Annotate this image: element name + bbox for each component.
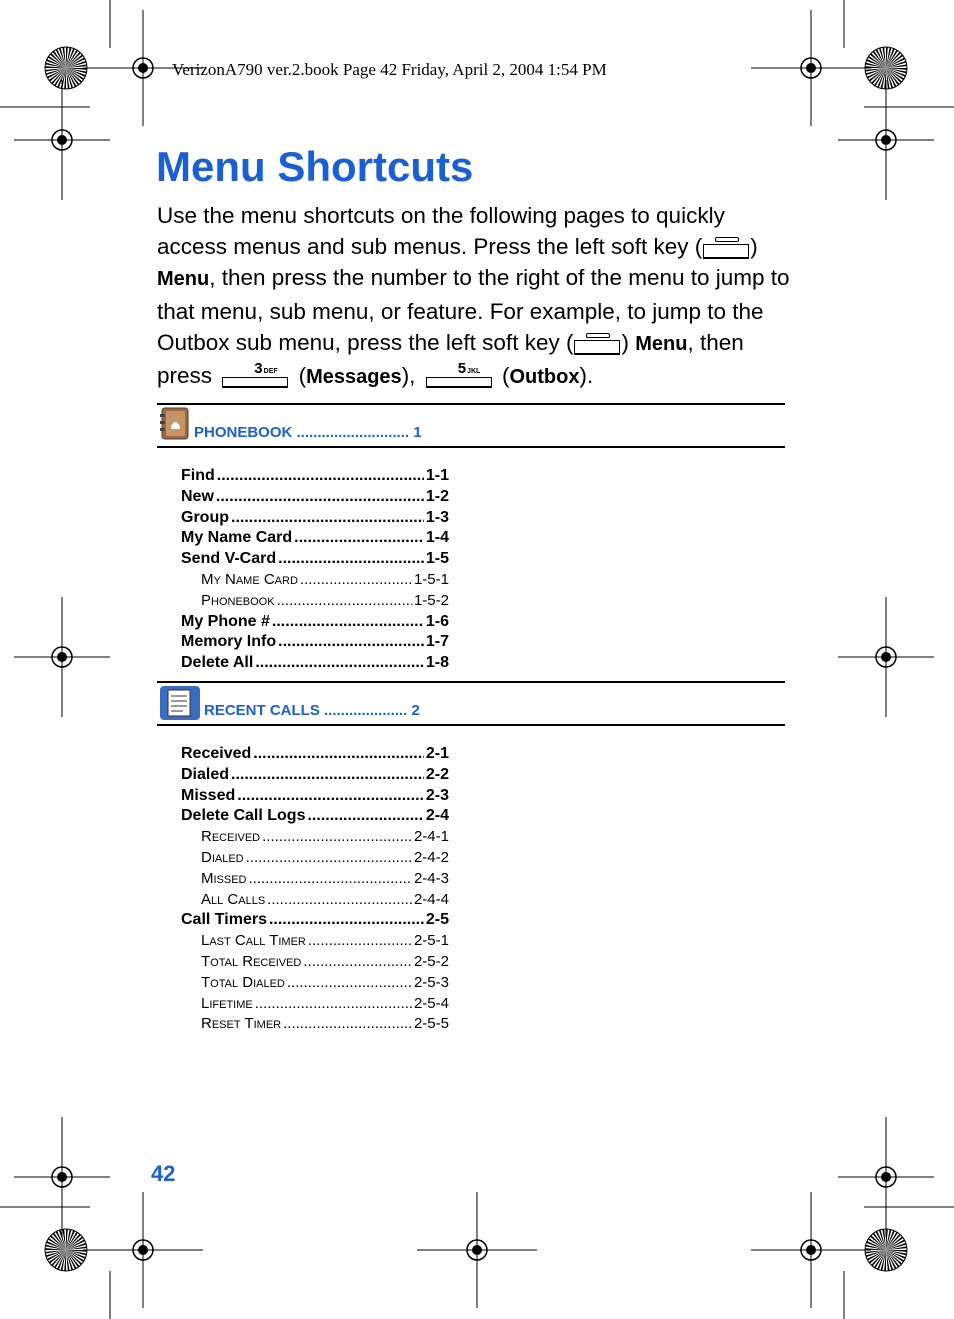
toc-list-phonebook: [181, 467, 449, 675]
outbox-label: Outbox: [509, 366, 580, 389]
star-target-mark: [45, 47, 87, 89]
registration-mark: [14, 597, 110, 717]
menu-label: Menu: [157, 268, 210, 291]
toc-subentry: Missed ..... 2-4-3: [181, 870, 449, 891]
toc-entry: Send V-Card ..... 1-5: [181, 550, 449, 571]
left-soft-key-icon: [703, 236, 749, 260]
registration-mark: [751, 10, 871, 126]
registration-mark: [838, 80, 934, 200]
toc-subentry: Total Dialed ..... 2-5-3: [181, 974, 449, 995]
intro-paragraph: Use the menu shortcuts on the following pages to quickly access menus and sub menus. Press the left soft key ( ) Menu, then press the number to the right of the menu to jump to that menu, sub menu, or feature. For example, to jump to the Outbox sub menu, press the left soft key ( ) Menu, then press 3DEF (Messages), 5JKL (Outbox).: [157, 200, 797, 393]
toc-entry: Delete Call Logs ..... 2-4: [181, 807, 449, 828]
toc-subentry: Lifetime ..... 2-5-4: [181, 995, 449, 1016]
toc-subentry: Dialed ..... 2-4-2: [181, 849, 449, 870]
toc-entry: Missed ..... 2-3: [181, 787, 449, 808]
key-3-icon: 3DEF: [222, 364, 288, 390]
toc-subentry: Last Call Timer ..... 2-5-1: [181, 932, 449, 953]
registration-mark: [751, 1192, 871, 1308]
recent-calls-icon: [159, 685, 201, 721]
print-header: VerizonA790 ver.2.book Page 42 Friday, April 2, 2004 1:54 PM: [172, 60, 607, 79]
toc-entry: Group ..... 1-3: [181, 509, 449, 530]
toc-entry: Find ..... 1-1: [181, 467, 449, 488]
registration-mark: [838, 1117, 934, 1237]
section-title: PHONEBOOK ........................... 1: [194, 424, 422, 441]
star-target-mark: [45, 1229, 87, 1271]
page-title: Menu Shortcuts: [156, 143, 474, 190]
section-header-recent-calls: [157, 681, 785, 726]
toc-entry: My Phone # ..... 1-6: [181, 613, 449, 634]
left-soft-key-icon: [574, 332, 620, 356]
toc-subentry: Reset Timer ..... 2-5-5: [181, 1015, 449, 1036]
phonebook-icon: [159, 407, 191, 441]
toc-subentry: My Name Card ..... 1-5-1: [181, 571, 449, 592]
registration-mark: [14, 1117, 110, 1237]
registration-mark: [83, 1192, 203, 1308]
toc-entry: Dialed ..... 2-2: [181, 766, 449, 787]
registration-mark: [417, 1192, 537, 1308]
toc-subentry: All Calls ..... 2-4-4: [181, 891, 449, 912]
toc-subentry: Total Received ..... 2-5-2: [181, 953, 449, 974]
section-header-phonebook: [157, 403, 785, 448]
toc-subentry: Received ..... 2-4-1: [181, 828, 449, 849]
registration-mark: [14, 80, 110, 200]
toc-subentry: Phonebook ..... 1-5-2: [181, 592, 449, 613]
page-number: 42: [151, 1161, 176, 1186]
toc-list-recent-calls: [181, 745, 449, 1036]
toc-entry: New ..... 1-2: [181, 488, 449, 509]
toc-entry: Call Timers ..... 2-5: [181, 911, 449, 932]
menu-label: Menu: [635, 332, 688, 355]
toc-entry: Delete All ..... 1-8: [181, 654, 449, 675]
messages-label: Messages: [306, 366, 402, 389]
toc-entry: My Name Card ..... 1-4: [181, 529, 449, 550]
key-5-icon: 5JKL: [426, 364, 492, 390]
toc-entry: Memory Info ..... 1-7: [181, 633, 449, 654]
section-title: RECENT CALLS .................... 2: [204, 702, 420, 719]
toc-entry: Received ..... 2-1: [181, 745, 449, 766]
registration-mark: [838, 597, 934, 717]
